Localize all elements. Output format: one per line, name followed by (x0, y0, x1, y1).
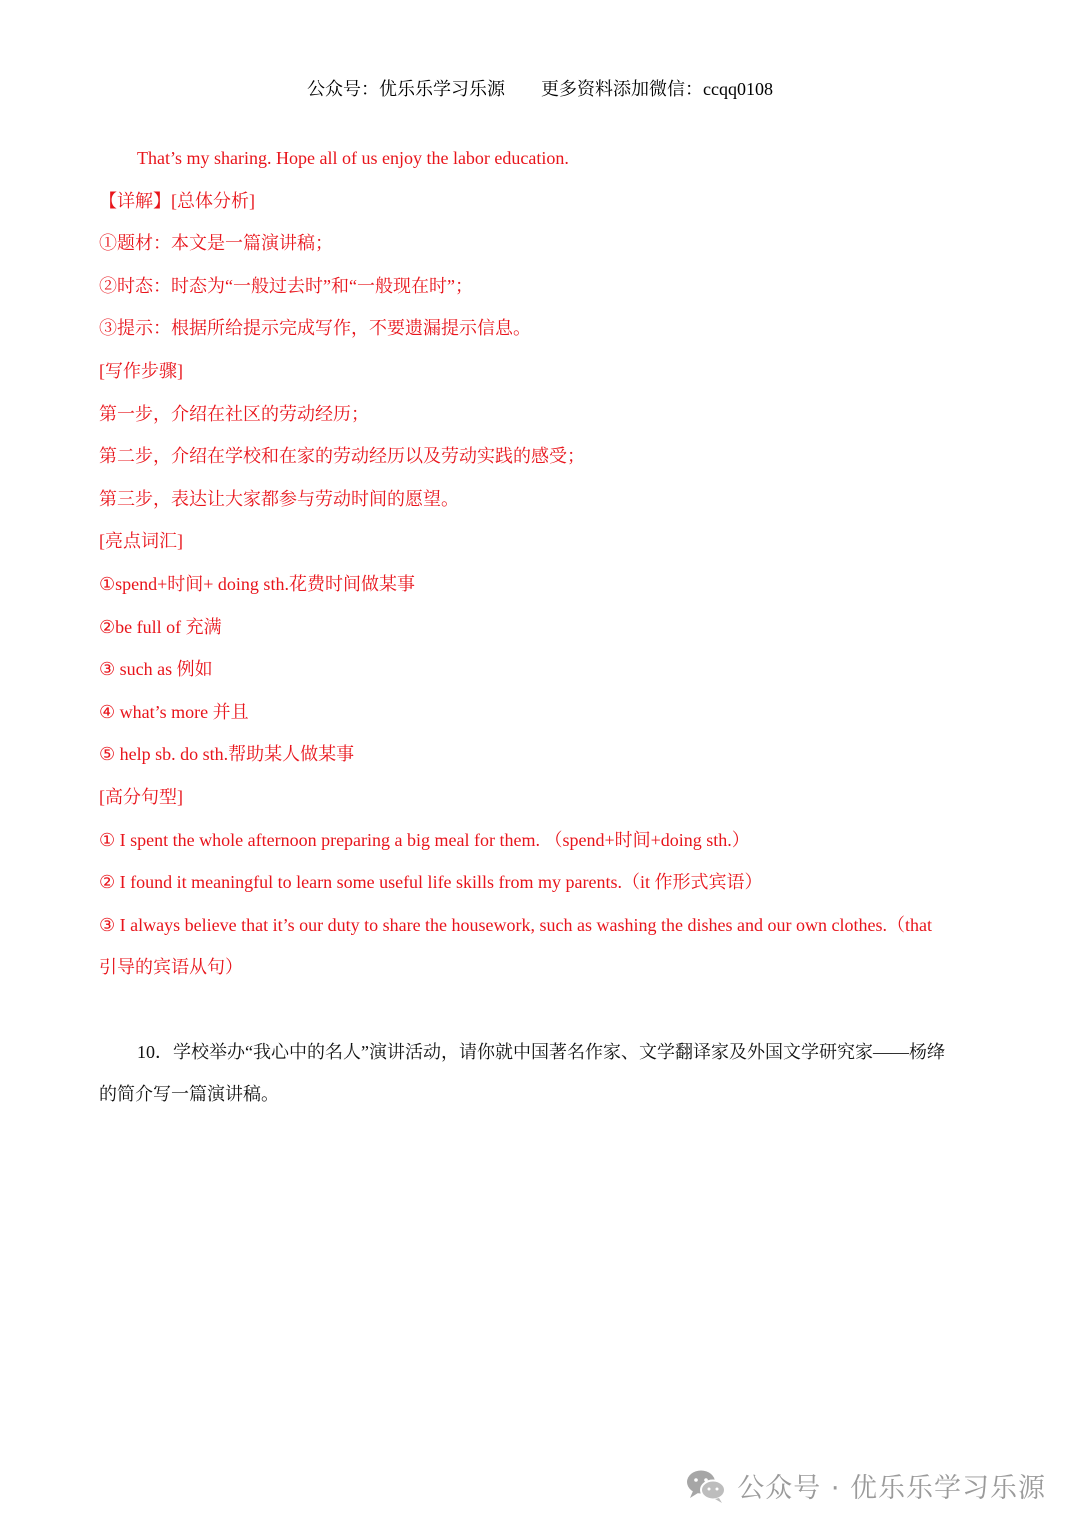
sentence-item: ③ I always believe that it’s our duty to share the housework, such as washing the dishes and our own clothes.（that (99, 914, 932, 935)
vocab-item: ①spend+时间+ doing sth.花费时间做某事 (99, 573, 415, 594)
watermark-text: 公众号 · 优乐乐学习乐源 (737, 1473, 1046, 1504)
analysis-heading (99, 180, 989, 223)
header-contact: 更多资料添加微信：ccqq0108 (541, 79, 773, 99)
question-10: 10．学校举办“我心中的名人”演讲活动，请你就中国著名作家、文学翻译家及外国文学研究家——杨绛 (137, 1041, 945, 1062)
analysis-item: ③提示：根据所给提示完成写作，不要遗漏提示信息。 (99, 318, 531, 339)
document-body (99, 137, 989, 1116)
vocab-heading: [亮点词汇] (99, 531, 183, 552)
sentence-item-continued: 引导的宾语从句） (99, 957, 243, 978)
analysis-item: ②时态：时态为“一般过去时”和“一般现在时”； (99, 275, 473, 296)
step-item: 第一步，介绍在社区的劳动经历； (99, 403, 369, 424)
question-10-continued: 的简介写一篇演讲稿。 (99, 1084, 279, 1105)
step-item: 第二步，介绍在学校和在家的劳动经历以及劳动实践的感受； (99, 446, 585, 467)
header-account: 公众号：优乐乐学习乐源 (307, 79, 505, 99)
steps-heading: [写作步骤] (99, 360, 183, 381)
vocab-item: ④ what’s more 并且 (99, 701, 249, 722)
vocab-item: ⑤ help sb. do sth.帮助某人做某事 (99, 744, 355, 765)
sentences-heading: [高分句型] (99, 786, 183, 807)
closing-sentence: That’s my sharing. Hope all of us enjoy the labor education. (137, 148, 569, 168)
sentence-item: ① I spent the whole afternoon preparing a big meal for them. （spend+时间+doing sth.） (99, 829, 750, 850)
analysis-item: ①题材：本文是一篇演讲稿； (99, 233, 333, 254)
vocab-item: ②be full of 充满 (99, 616, 222, 637)
step-item: 第三步，表达让大家都参与劳动时间的愿望。 (99, 488, 459, 509)
wechat-icon (685, 1468, 727, 1504)
analysis-subheading: [总体分析] (171, 190, 255, 211)
analysis-label: 【详解】 (99, 190, 171, 211)
page-header (0, 74, 1080, 104)
vocab-item: ③ such as 例如 (99, 659, 213, 680)
watermark (685, 1466, 1046, 1505)
sentence-item: ② I found it meaningful to learn some useful life skills from my parents.（it 作形式宾语） (99, 872, 763, 893)
